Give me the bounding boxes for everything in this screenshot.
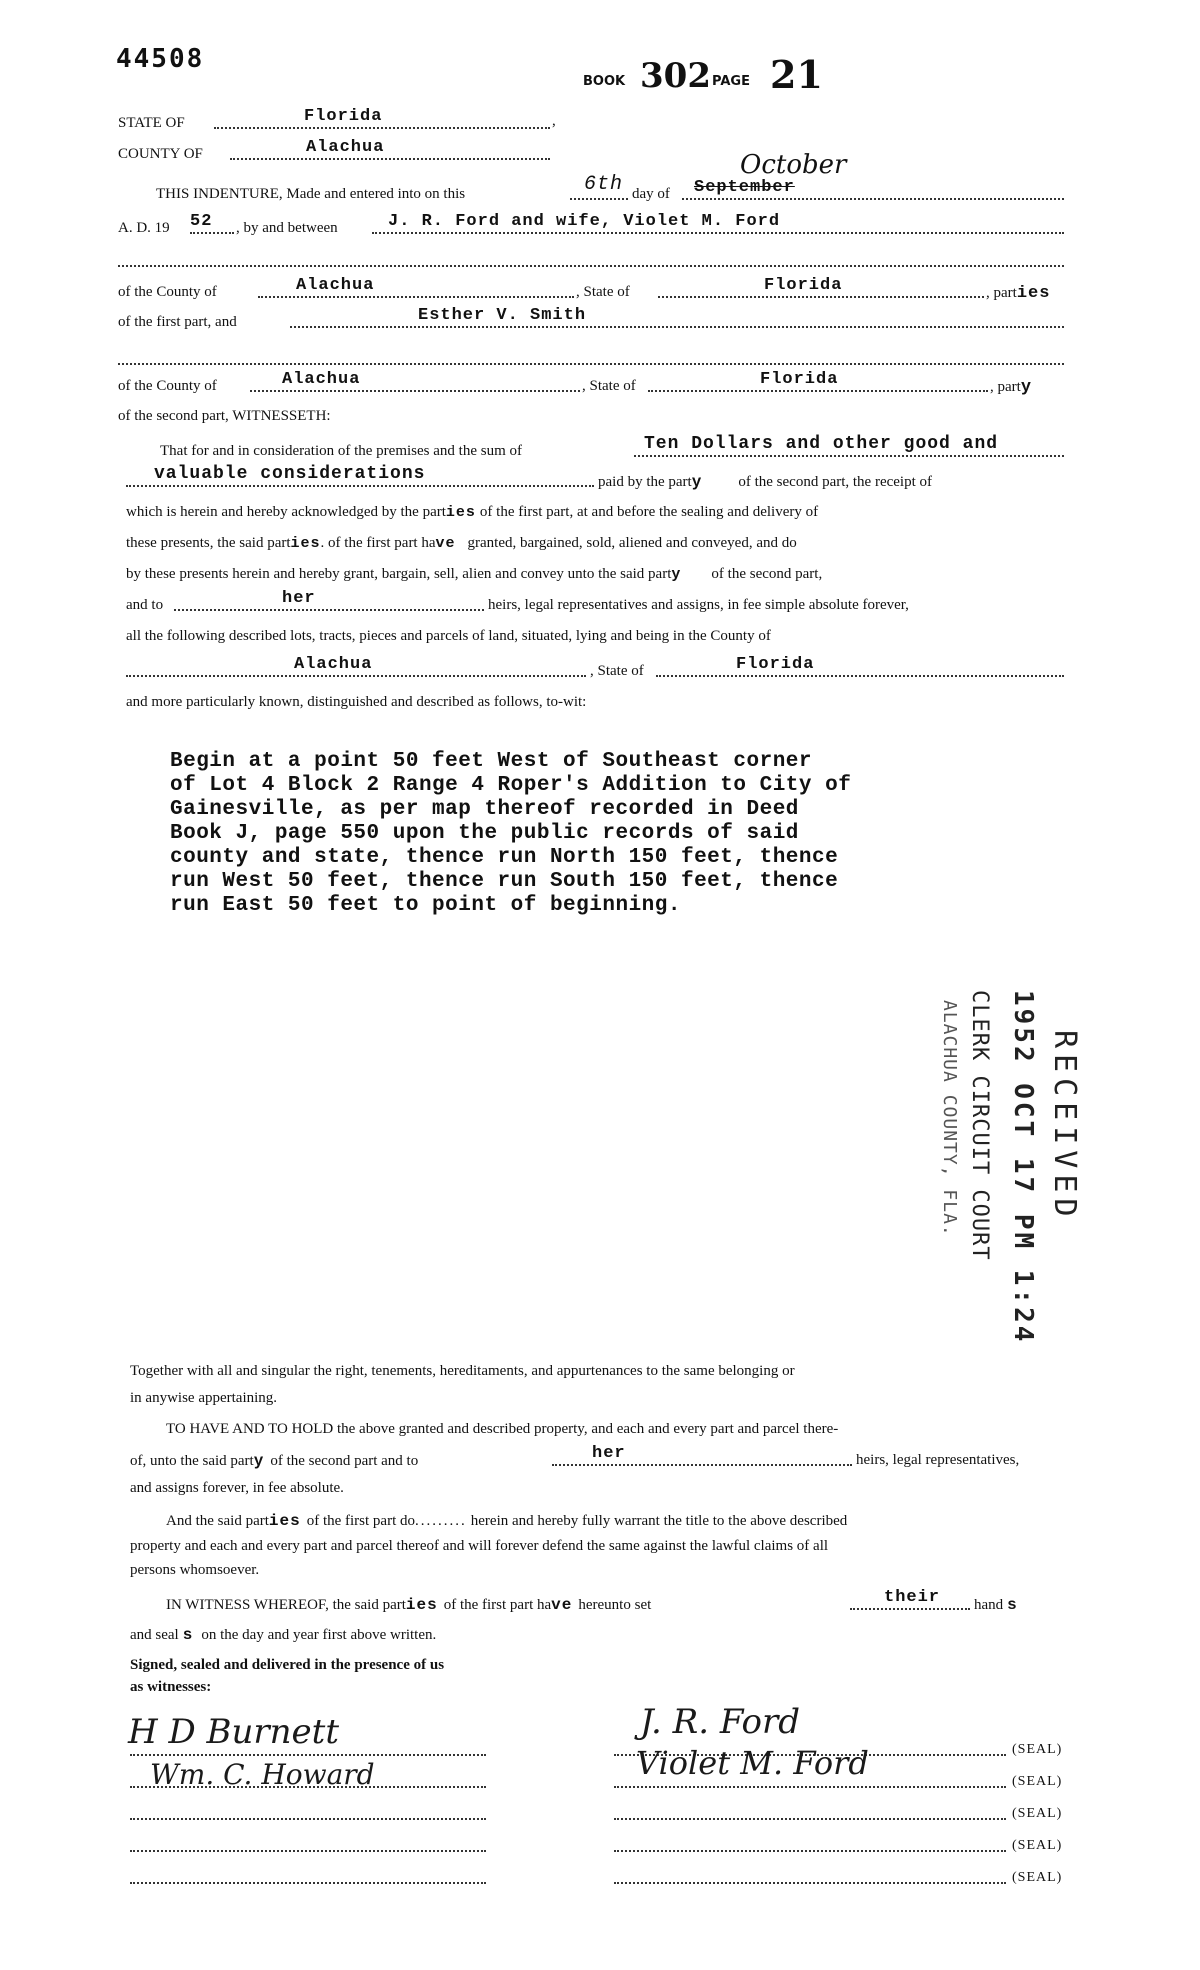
state-label: STATE OF: [118, 115, 185, 131]
between-label: , by and between: [236, 220, 338, 236]
grantor-signature-line: [614, 1864, 1006, 1884]
witness-1-signature: H D Burnett: [128, 1712, 340, 1752]
grantor-state-field: [658, 276, 984, 298]
warrant-line-1c: herein and hereby fully warrant the title to the above described: [470, 1513, 848, 1529]
warrant-line-2: property and each and every part and parcel thereof and will forever defend the same against the lawful claims of all: [130, 1538, 829, 1554]
have-line-1: TO HAVE AND TO HOLD the above granted and described property, and each and every part and parcel there-: [166, 1421, 839, 1437]
line3-text-a: which is herein and hereby acknowledged by the part: [126, 504, 446, 520]
ad-label: A. D. 19: [118, 220, 170, 236]
have-line-3: and assigns forever, in fee absolute.: [130, 1480, 344, 1496]
grantee-party-label: , part: [990, 379, 1021, 395]
signed-line-2: as witnesses:: [130, 1679, 212, 1695]
grantor-party-suffix: ies: [1016, 284, 1051, 303]
page-number: 21: [770, 52, 823, 97]
witness-1-suffix2: ve: [551, 1596, 573, 1614]
line6-field: [174, 589, 484, 611]
line2-text-b: of the second part, the receipt of: [738, 474, 933, 490]
seal-label: (SEAL): [1012, 1838, 1063, 1853]
line8-state-value: Florida: [736, 655, 815, 674]
line6-value: her: [282, 589, 316, 608]
line3-text-b: of the first part, at and before the sealing and delivery of: [479, 504, 819, 520]
grantee-state-label: , State of: [582, 378, 636, 394]
witness-1-suffix: ies: [405, 1596, 438, 1614]
line3-suffix: ies: [445, 504, 476, 521]
county-label: COUNTY OF: [118, 146, 203, 162]
blank-line: [118, 245, 1064, 267]
have-line-2a: of, unto the said part: [130, 1453, 254, 1469]
seal-label: (SEAL): [1012, 1774, 1063, 1789]
stamp-received: RECEIVED: [1047, 1030, 1082, 1223]
blank-line: [118, 343, 1064, 365]
witness-line-1d: hand: [974, 1597, 1004, 1613]
line2-text-a: paid by the part: [598, 474, 692, 490]
day-value: 6th: [584, 173, 624, 196]
year-value: 52: [190, 212, 213, 231]
first-part-label: of the first part, and: [118, 314, 237, 330]
line5-suffix: y: [671, 566, 682, 583]
line4-suffix: ies: [290, 535, 321, 552]
have-2-field: [552, 1444, 852, 1466]
indenture-intro: THIS INDENTURE, Made and entered into on this: [156, 186, 466, 202]
together-line-1: Together with all and singular the right, tenements, hereditaments, and appurtenances to the same belonging or: [130, 1363, 795, 1379]
state-field: [214, 107, 550, 129]
book-label: BOOK: [583, 74, 626, 89]
day-field: [570, 173, 628, 200]
witness-1-suffix3: s: [1007, 1596, 1018, 1614]
grantor-county-field: [258, 276, 574, 298]
grantor-county-value: Alachua: [296, 276, 375, 295]
grantor-1-signature: J. R. Ford: [640, 1702, 801, 1742]
line5-text-b: of the second part,: [711, 566, 823, 582]
consideration-line1: That for and in consideration of the premises and the sum of: [160, 443, 522, 459]
sum-value-1: Ten Dollars and other good and: [644, 434, 999, 454]
warrant-line-3: persons whomsoever.: [130, 1562, 260, 1578]
document-number: 44508: [116, 44, 205, 74]
grantee-county-field: [250, 370, 580, 392]
year-field: [190, 212, 234, 234]
witness-line-2b: on the day and year first above written.: [201, 1627, 437, 1643]
grantee-county-value: Alachua: [282, 370, 361, 389]
grantor-county-label: of the County of: [118, 284, 217, 300]
grantee-name: Esther V. Smith: [418, 306, 587, 325]
signed-line-1: Signed, sealed and delivered in the presence of us: [130, 1657, 445, 1673]
warrant-1-suffix: ies: [268, 1512, 301, 1530]
witness-signature-line: [130, 1832, 486, 1852]
witness-line-1c: hereunto set: [578, 1597, 652, 1613]
witness-line-1b: of the first part ha: [443, 1597, 552, 1613]
legal-line: Gainesville, as per map thereof recorded in Deed: [170, 798, 799, 821]
legal-line: run East 50 feet to point of beginning.: [170, 894, 681, 917]
witness-2-signature: Wm. C. Howard: [150, 1758, 375, 1791]
warrant-line-1a: And the said part: [166, 1513, 269, 1529]
legal-line: run West 50 feet, thence run South 150 feet, thence: [170, 870, 839, 893]
county-value: Alachua: [306, 138, 385, 157]
month-field: [682, 178, 1064, 200]
line2-suffix: y: [691, 473, 703, 491]
sum-value-2: valuable considerations: [154, 464, 426, 484]
deed-page: 44508 BOOK 302 PAGE 21 STATE OF Florida , COUNTY OF Alachua THIS INDENTURE, Made and entered into on this 6th day of September October A. D. 19 52 , by and between J. R. Ford and wife, Violet M. Ford of the County of Alachua , State of Florida , parties of the first part, and Esther V. Smith of the County of Alachua , State of Florida , party of the second part, WITNESSETH: That for and in consideration of the premises and the sum of Ten Dollars and other good and valuable considerations paid by the party of the second part, the receipt of which is herein and hereby acknowledged by the parties of the first part, at and before the sealing and delivery of these presents, the said parties. of the first part have granted, bargained, sold, aliened and conveyed, and do by these presents herein and hereby grant, bargain, sell, alien and convey unto the said party of the second part, and to her heirs, legal representatives and assigns, in fee simple absolute forever, all the following described lots, tracts, pieces and parcels of land, situated, lying and being in the County of Alachua , State of Florida and more particularly known, distinguished and described as follows, to-wit: Begin at a point 50 feet West of Southeast corner of Lot 4 Block 2 Range 4 Roper's Addition to City of Gainesville, as per map thereof recorded in Deed Book J, page 550 upon the public records of said county and state, thence run North 150 feet, thence run West 50 feet, thence run South 150 feet, thence run East 50 feet to point of beginning. RECEIVED 1952 OCT 17 PM 1:24 CLERK CIRCUIT COURT ALACHUA COUNTY, FLA. Together with all and singular the right, tenements, hereditaments, and appurtenances to the same belonging or in anywise appertaining. TO HAVE AND TO HOLD the above granted and described property, and each and every part and parcel there- of, unto the said party of the second part and to her heirs, legal representatives, and assigns forever, in fee absolute. And the said parties of the first part do......... herein and hereby fully warrant the title to the above described property and each and every part and parcel thereof and will forever defend the same against the lawful claims of all persons whomsoever. IN WITNESS WHEREOF, the said parties of the first part have hereunto set their hand s and seal s on the day and year first above written. Signed, sealed and delivered in the presence of us as witnesses: H D Burnett Wm. C. Howard (SEAL) (SEAL) (SEAL) (SEAL) (SEAL) J. R. Ford Violet M. Ford: [0, 0, 1200, 1970]
stamp-datetime: 1952 OCT 17 PM 1:24: [1008, 990, 1038, 1345]
grantor-names-field: [372, 212, 1064, 234]
stamp-county: ALACHUA COUNTY, FLA.: [939, 1000, 960, 1237]
witness-2-suffix: s: [182, 1626, 194, 1644]
witness-signature-line: [130, 1864, 486, 1884]
legal-line: county and state, thence run North 150 feet, thence: [170, 846, 839, 869]
legal-line: Book J, page 550 upon the public records of said: [170, 822, 799, 845]
grantor-signature-line: [614, 1800, 1006, 1820]
page-label: PAGE: [712, 74, 750, 89]
grantor-state-value: Florida: [764, 276, 843, 295]
legal-line: of Lot 4 Block 2 Range 4 Roper's Addition to City of: [170, 774, 852, 797]
line4-text-a: these presents, the said part: [126, 535, 291, 551]
line8-state-label: , State of: [590, 663, 644, 679]
grantee-state-value: Florida: [760, 370, 839, 389]
line6-text-b: heirs, legal representatives and assigns, in fee simple absolute forever,: [488, 597, 909, 613]
witness-signature-line: [130, 1800, 486, 1820]
witness-line-1a: IN WITNESS WHEREOF, the said part: [166, 1597, 406, 1613]
second-part-label: of the second part, WITNESSETH:: [118, 408, 331, 424]
line8-state-field: [656, 655, 1064, 677]
grantor-names: J. R. Ford and wife, Violet M. Ford: [388, 212, 781, 231]
line7-text: all the following described lots, tracts, pieces and parcels of land, situated, lying and being in the County of: [126, 628, 771, 644]
sum-field-1: [634, 435, 1064, 457]
witness-1-field: [850, 1588, 970, 1610]
have-2-suffix: y: [253, 1452, 265, 1470]
month-handwritten: October: [740, 150, 847, 180]
line5-text-a: by these presents herein and hereby grant, bargain, sell, alien and convey unto the said part: [126, 566, 672, 582]
grantor-signature-line: [614, 1832, 1006, 1852]
legal-line: Begin at a point 50 feet West of Southeast corner: [170, 750, 813, 773]
grantor-2-signature: Violet M. Ford: [636, 1744, 869, 1782]
seal-label: (SEAL): [1012, 1870, 1063, 1885]
grantee-state-field: [648, 370, 988, 392]
grantor-party-label: , part: [986, 285, 1017, 301]
seal-label: (SEAL): [1012, 1742, 1063, 1757]
seal-label: (SEAL): [1012, 1806, 1063, 1821]
grantee-county-label: of the County of: [118, 378, 217, 394]
warrant-line-1b: of the first part do: [306, 1513, 416, 1529]
book-number: 302: [640, 56, 711, 96]
line6-text-a: and to: [126, 597, 164, 613]
grantee-party-suffix: y: [1020, 378, 1033, 397]
legal-description: [170, 750, 1030, 918]
state-value: Florida: [304, 107, 383, 126]
grantee-name-field: [290, 306, 1064, 328]
together-line-2: in anywise appertaining.: [130, 1390, 278, 1406]
witness-line-2a: and seal: [130, 1627, 179, 1643]
sum-field-2: [126, 465, 594, 487]
grantor-state-label: , State of: [576, 284, 630, 300]
line8-county-value: Alachua: [294, 655, 373, 674]
witness-1-value: their: [884, 1588, 941, 1607]
line4-suffix2: ve: [435, 535, 456, 552]
line8-county-field: [126, 655, 586, 677]
line4-text-b: . of the first part ha: [320, 535, 436, 551]
stamp-clerk: CLERK CIRCUIT COURT: [967, 990, 992, 1261]
line9-text: and more particularly known, distinguished and described as follows, to-wit:: [126, 694, 587, 710]
have-line-2c: heirs, legal representatives,: [856, 1452, 1020, 1468]
have-line-2b: of the second part and to: [270, 1453, 419, 1469]
month-struck: September: [694, 178, 795, 197]
have-2-value: her: [592, 1444, 626, 1463]
day-of-label: day of: [632, 186, 670, 202]
line4-text-c: granted, bargained, sold, aliened and conveyed, and do: [467, 535, 797, 551]
county-field: [230, 138, 550, 160]
